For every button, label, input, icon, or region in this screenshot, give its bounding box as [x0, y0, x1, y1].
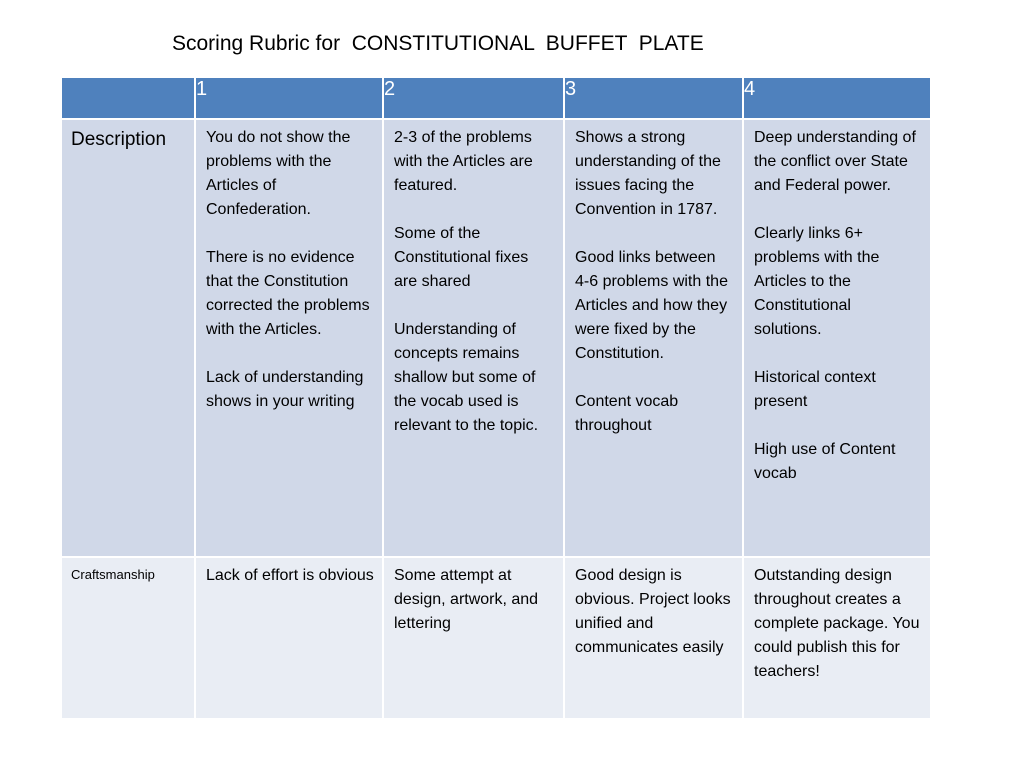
table-cell — [195, 119, 383, 557]
header-score-3: 3 — [564, 77, 743, 119]
cell-text: Good design is obvious. Project looks unified and communicates easily — [575, 567, 731, 656]
cell-text: 2-3 of the problems with the Articles are featured. Some of the Constitutional fixes are shared Understanding of concepts remains shallow but some of the vocab used is relevant to the topic. — [394, 129, 539, 434]
row-label: Craftsmanship — [71, 567, 155, 582]
table-cell — [564, 119, 743, 557]
header-score-4: 4 — [743, 77, 931, 119]
table-cell — [195, 557, 383, 719]
row-label-cell — [61, 119, 195, 557]
cell-text: Deep understanding of the conflict over State and Federal power. Clearly links 6+ problems with the Articles to the Constitutional solutions. Historical context present High use of Content vocab — [754, 129, 916, 482]
table-row — [61, 557, 931, 719]
row-label-cell — [61, 557, 195, 719]
header-row — [61, 77, 931, 119]
cell-text: Some attempt at design, artwork, and lettering — [394, 567, 539, 632]
cell-text: Shows a strong understanding of the issues facing the Convention in 1787. Good links between 4-6 problems with the Articles and how they were fixed by the Constitution. Content vocab throughout — [575, 129, 728, 434]
table-cell — [564, 557, 743, 719]
header-score-1: 1 — [195, 77, 383, 119]
cell-text: You do not show the problems with the Articles of Confederation. There is no evidence that the Constitution corrected the problems with the Articles. Lack of understanding shows in your writing — [206, 129, 370, 410]
rubric-table — [60, 76, 932, 720]
table-cell — [743, 119, 931, 557]
header-score-2: 2 — [383, 77, 564, 119]
page-title: Scoring Rubric for CONSTITUTIONAL BUFFET PLATE — [172, 32, 704, 55]
table-cell — [743, 557, 931, 719]
row-label: Description — [71, 129, 167, 150]
cell-text: Outstanding design throughout creates a complete package. You could publish this for teachers! — [754, 567, 920, 680]
table-row — [61, 119, 931, 557]
cell-text: Lack of effort is obvious — [206, 567, 374, 584]
table-cell — [383, 119, 564, 557]
header-corner — [61, 77, 195, 119]
table-cell — [383, 557, 564, 719]
